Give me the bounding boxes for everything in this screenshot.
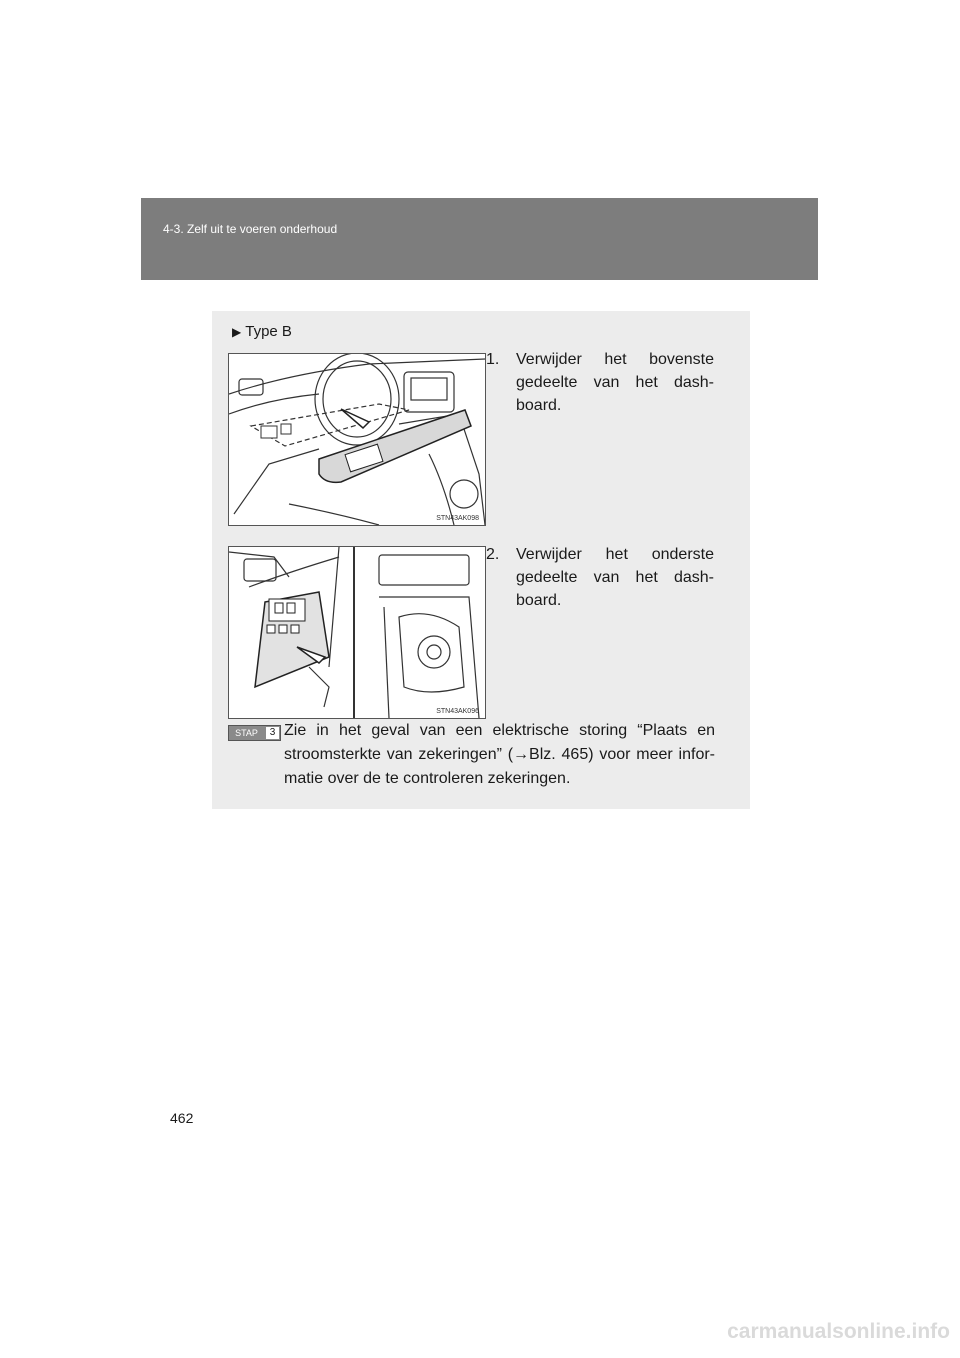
step-2-first-line [486,543,714,566]
figure-code: STN43AK098 [436,515,479,522]
dashboard-lower-illustration [229,547,485,718]
step-2-continuation: gedeelte van het dash-board. [516,569,714,609]
triangle-bullet-icon: ▶ [232,325,242,339]
type-label-text: Type B [245,323,292,340]
stap-number: 3 [266,727,279,739]
figure-upper-dashboard [228,353,486,526]
step-1 [486,348,714,417]
step-1-continuation: gedeelte van het dash-board. [516,374,714,414]
instruction-panel [212,311,750,809]
stap-label: STAP [235,728,258,738]
type-heading [232,323,292,340]
step-text: Verwijder het onderste [516,546,714,563]
step-text: Verwijder het bovenste [516,351,714,368]
step-number: 2. [486,546,500,563]
step-1-first-line [486,348,714,371]
page-number: 462 [170,1110,194,1126]
section-title: 4-3. Zelf uit te voeren onderhoud [163,222,338,236]
step-number: 1. [486,351,500,368]
step-2 [486,543,714,612]
dashboard-upper-illustration [229,354,485,525]
stap-badge [228,725,281,741]
watermark: carmanualsonline.info [727,1320,950,1343]
figure-code: STN43AK096 [436,708,479,715]
section-header-bar [141,198,818,280]
stap-3-text: Zie in het geval van een elektrische storing “Plaats en stroomsterkte van zekeringen” (→Blz. 465) voor meer infor-matie over de te controleren zekeringen. [284,722,715,787]
figure-lower-dashboard [228,546,486,719]
